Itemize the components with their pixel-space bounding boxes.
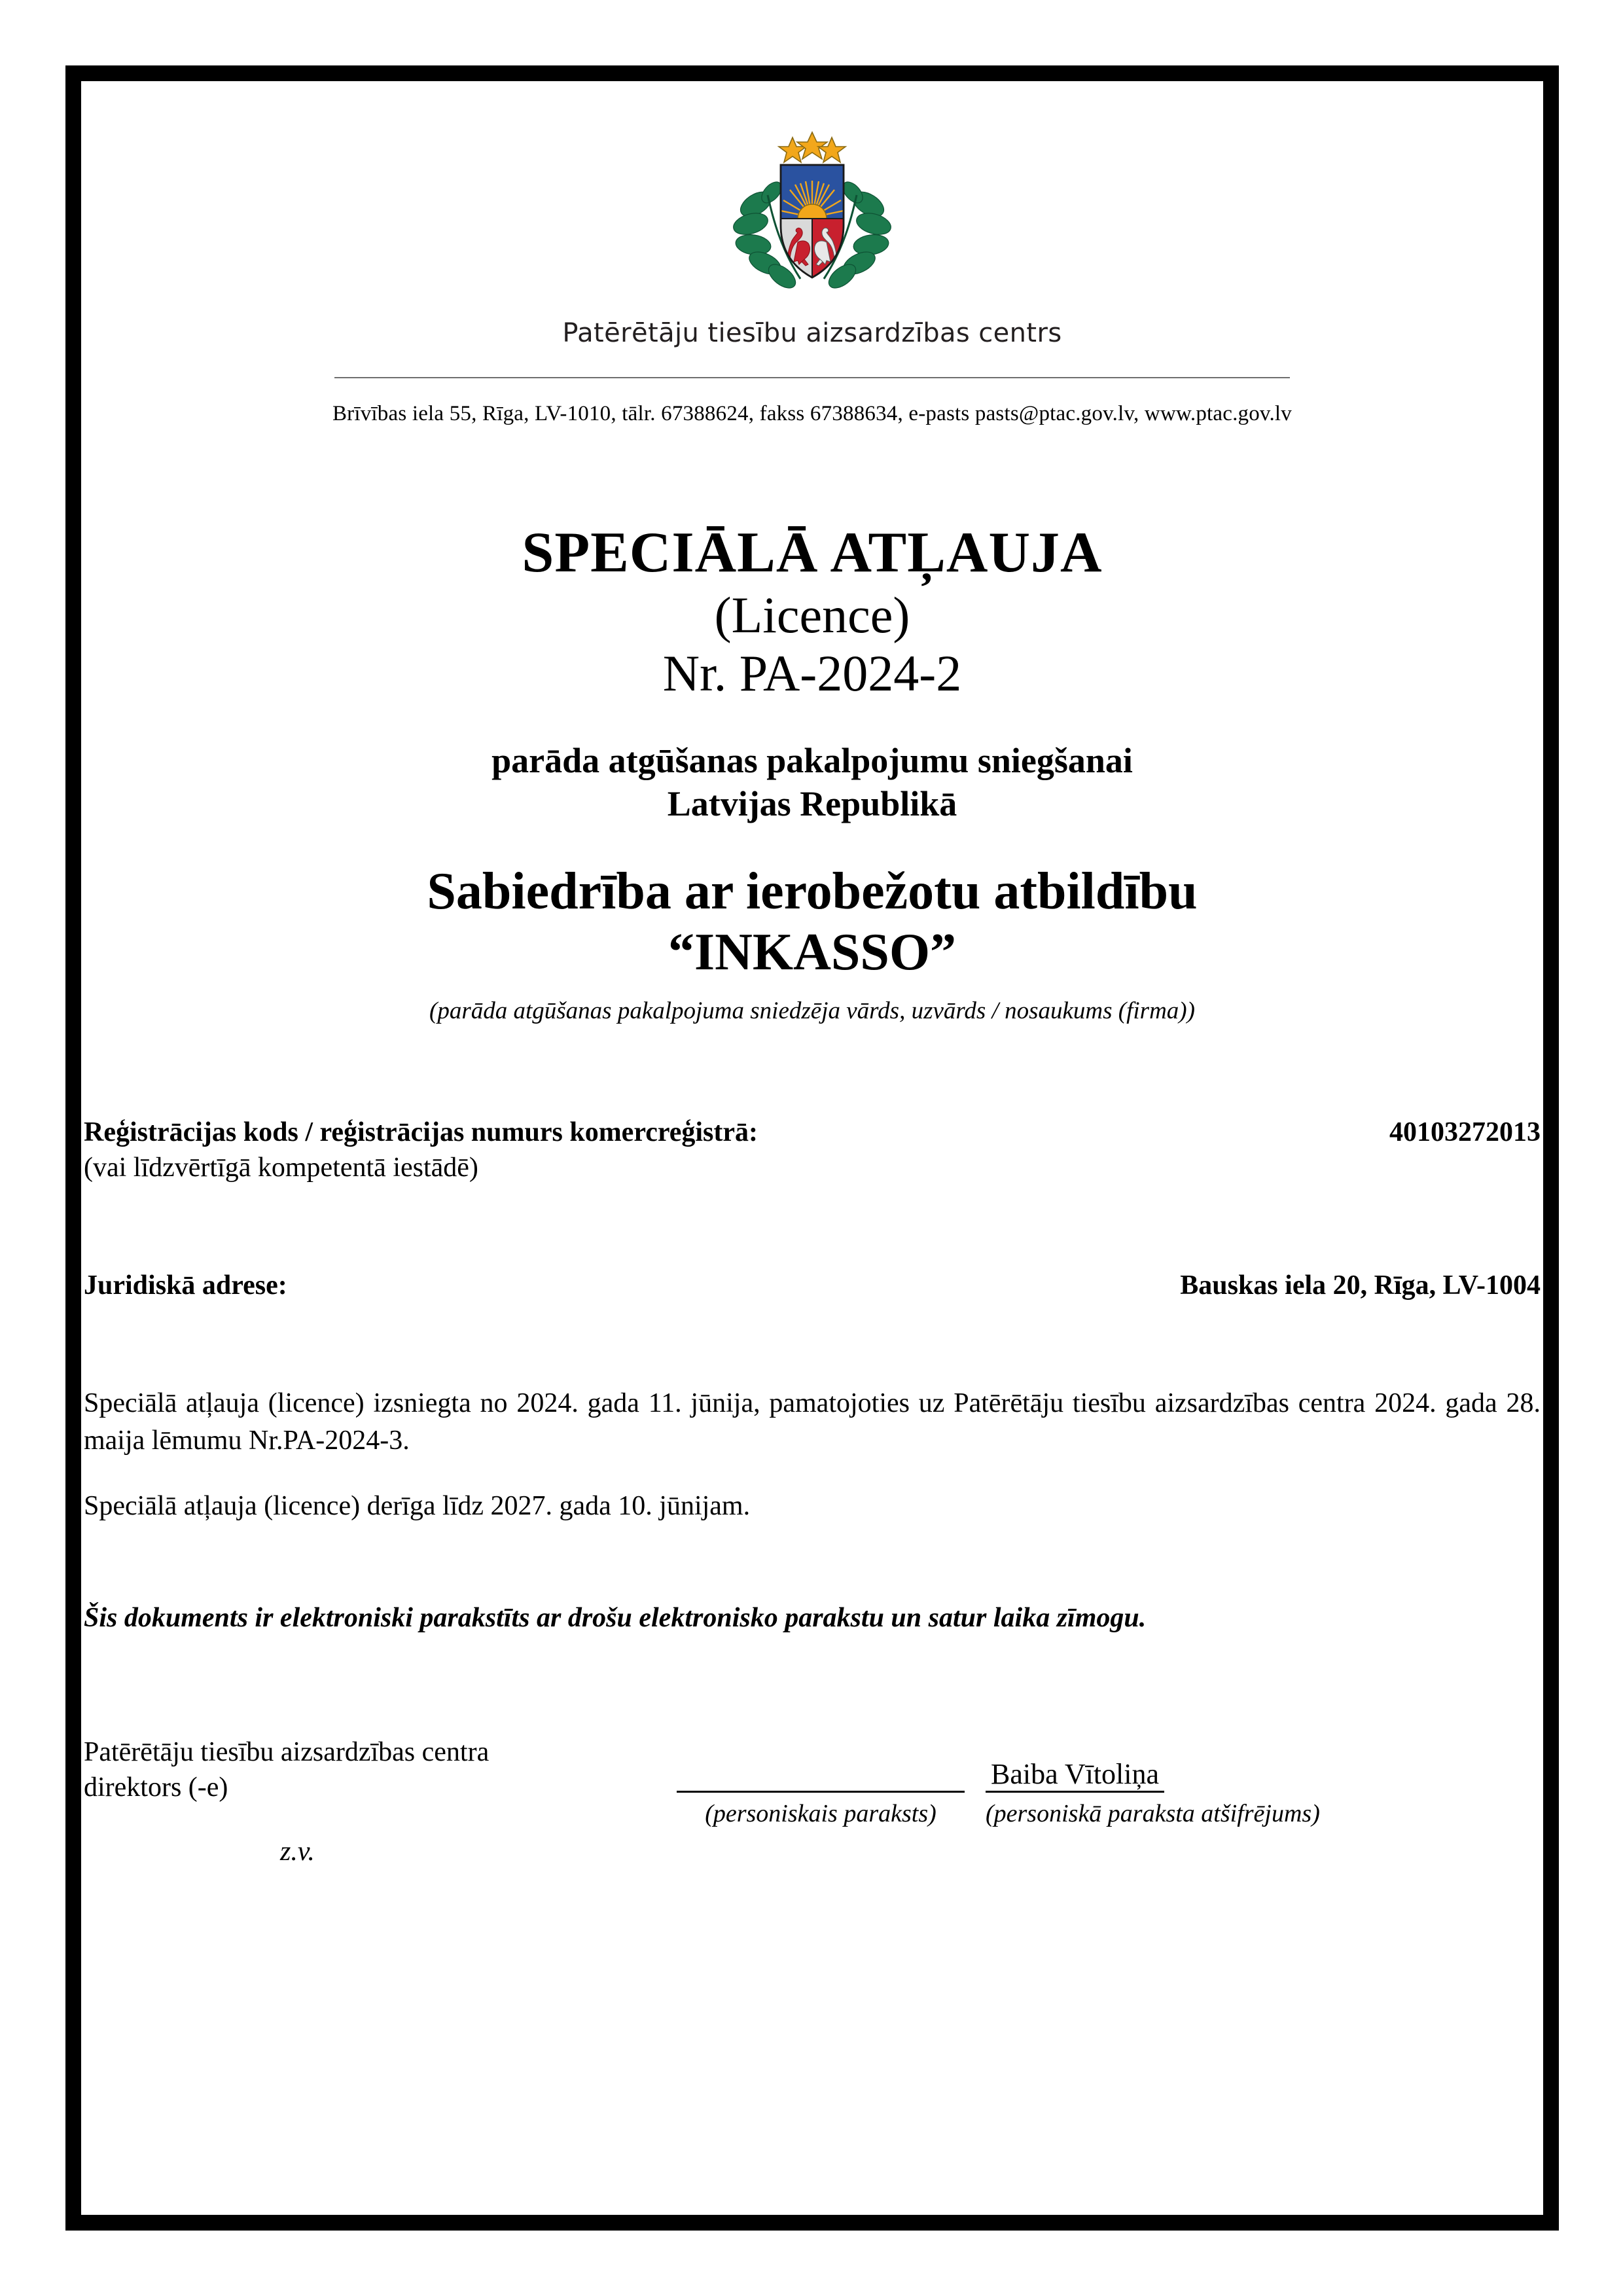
organization-name: Patērētāju tiesību aizsardzības centrs bbox=[562, 318, 1062, 348]
fields-section bbox=[81, 1117, 1543, 1301]
document-subtitle: (Licence) bbox=[714, 586, 910, 643]
title-block bbox=[81, 523, 1543, 702]
signature-fields bbox=[677, 1759, 1527, 1828]
signature-name-row bbox=[677, 1759, 1527, 1793]
registration-row bbox=[84, 1117, 1541, 1148]
document-title: SPECIĀLĀ ATĻAUJA bbox=[522, 521, 1103, 584]
signature-transcript-label: (personiskā paraksta atšifrējums) bbox=[986, 1800, 1320, 1828]
signer-role-line-1: Patērētāju tiesību aizsardzības centra bbox=[84, 1736, 490, 1767]
signer-role-line-2: direktors (-e) bbox=[84, 1772, 228, 1803]
legal-address-label: Juridiskā adrese: bbox=[84, 1270, 287, 1301]
signature-label: (personiskais paraksts) bbox=[705, 1800, 936, 1828]
legal-address-row bbox=[84, 1270, 1541, 1301]
validity-paragraph: Speciālā atļauja (licence) derīga līdz 2027. gada 10. jūnijam. bbox=[84, 1490, 751, 1521]
registration-value: 40103272013 bbox=[1389, 1117, 1541, 1148]
electronic-signature-note: Šis dokuments ir elektroniski parakstīts ar drošu elektronisko parakstu un satur laika zīmogu. bbox=[84, 1603, 1147, 1634]
registration-label: Reģistrācijas kods / reģistrācijas numurs komercreģistrā: bbox=[84, 1117, 758, 1148]
license-purpose bbox=[81, 740, 1543, 826]
company-legal-form: Sabiedrība ar ierobežotu atbildību bbox=[427, 862, 1198, 920]
document-content bbox=[81, 81, 1543, 2215]
company-name bbox=[81, 861, 1543, 983]
emblem-container bbox=[81, 120, 1543, 304]
legal-address-value: Bauskas iela 20, Rīga, LV-1004 bbox=[1180, 1270, 1541, 1301]
purpose-line-2: Latvijas Republikā bbox=[667, 783, 957, 823]
seal-mark: z.v. bbox=[280, 1837, 315, 1867]
registration-note: (vai līdzvērtīgā kompetentā iestādē) bbox=[84, 1153, 478, 1183]
company-name-caption: (parāda atgūšanas pakalpojuma sniedzēja vārds, uzvārds / nosaukums (firma)) bbox=[429, 997, 1195, 1025]
letterhead bbox=[81, 81, 1543, 426]
signer-role bbox=[84, 1734, 673, 1806]
latvia-coat-of-arms-icon bbox=[727, 127, 897, 304]
signature-labels-row bbox=[677, 1799, 1527, 1828]
contact-line: Brīvības iela 55, Rīga, LV-1010, tālr. 67388624, fakss 67388634, e-pasts pasts@ptac.gov.lv, www.ptac.gov.lv bbox=[332, 402, 1293, 425]
body-section bbox=[81, 1385, 1543, 1636]
fields-spacer bbox=[84, 1183, 1541, 1270]
purpose-line-1: parāda atgūšanas pakalpojumu sniegšanai bbox=[491, 741, 1133, 781]
signature-blank-line bbox=[677, 1761, 965, 1793]
license-number: Nr. PA-2024-2 bbox=[662, 645, 962, 702]
letterhead-divider bbox=[334, 377, 1290, 378]
signature-section bbox=[81, 1734, 1543, 1931]
issue-paragraph: Speciālā atļauja (licence) izsniegta no 2024. gada 11. jūnija, pamatojoties uz Patērētāju tiesību aizsardzības centra 2024. gada 28. maija lēmumu Nr.PA-2024-3. bbox=[84, 1388, 1541, 1456]
company-trade-name: “INKASSO” bbox=[668, 923, 957, 981]
signer-name: Baiba Vītoliņa bbox=[986, 1759, 1164, 1793]
